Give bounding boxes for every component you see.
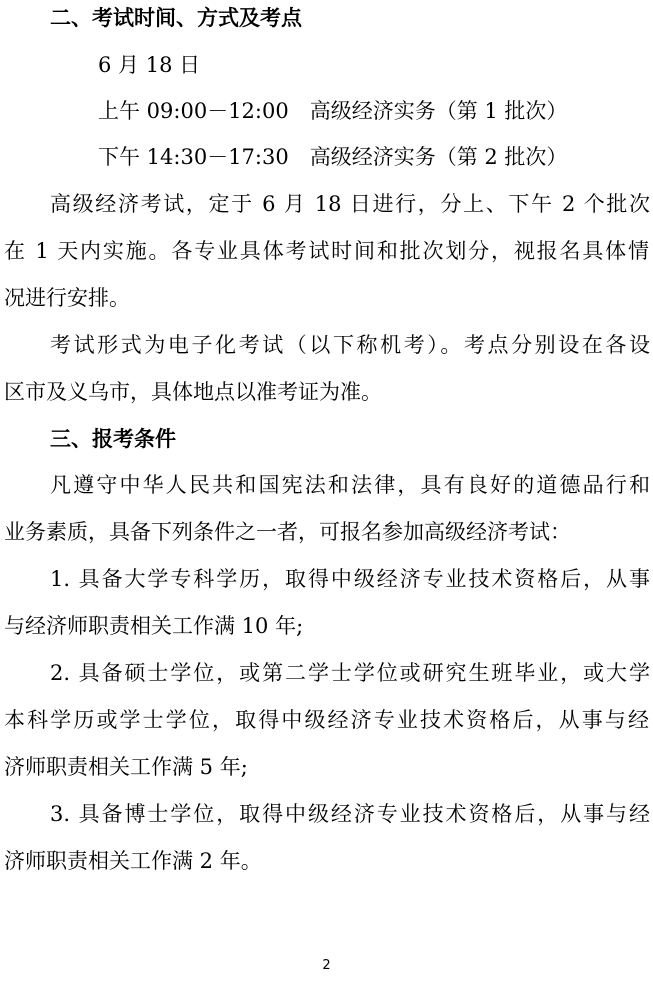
- list-item-continuation: 济师职责相关工作满 5 年;: [4, 755, 248, 779]
- schedule-morning: 上午 09:00－12:00 高级经济实务（第 1 批次）: [98, 99, 568, 123]
- paragraph-line: 高级经济考试，定于 6 月 18 日进行，分上、下午 2 个批次: [50, 192, 650, 216]
- list-item-continuation: 与经济师职责相关工作满 10 年;: [4, 614, 304, 638]
- list-item-condition-3: 3. 具备博士学位，取得中级经济专业技术资格后，从事与经: [50, 802, 650, 826]
- paragraph-line: 况进行安排。: [4, 286, 130, 310]
- paragraph-line: 在 1 天内实施。各专业具体考试时间和批次划分，视报名具体情: [4, 239, 649, 263]
- list-item-condition-2: 2. 具备硕士学位，或第二学士学位或研究生班毕业，或大学: [50, 661, 650, 685]
- section-heading-exam-time: 二、考试时间、方式及考点: [50, 6, 302, 30]
- list-item-continuation: 济师职责相关工作满 2 年。: [4, 849, 262, 873]
- paragraph-line: 业务素质，具备下列条件之一者，可报名参加高级经济考试：: [4, 520, 571, 544]
- exam-date: 6 月 18 日: [98, 53, 201, 77]
- page-number: 2: [322, 958, 331, 973]
- paragraph-line: 凡遵守中华人民共和国宪法和法律，具有良好的道德品行和: [50, 473, 650, 497]
- schedule-afternoon: 下午 14:30－17:30 高级经济实务（第 2 批次）: [98, 145, 568, 169]
- list-item-continuation: 本科学历或学士学位，取得中级经济专业技术资格后，从事与经: [4, 708, 649, 732]
- paragraph-line: 区市及义乌市，具体地点以准考证为准。: [4, 380, 382, 404]
- section-heading-eligibility: 三、报考条件: [50, 427, 176, 451]
- list-item-condition-1: 1. 具备大学专科学历，取得中级经济专业技术资格后，从事: [50, 567, 650, 591]
- paragraph-line: 考试形式为电子化考试（以下称机考）。考点分别设在各设: [50, 333, 650, 357]
